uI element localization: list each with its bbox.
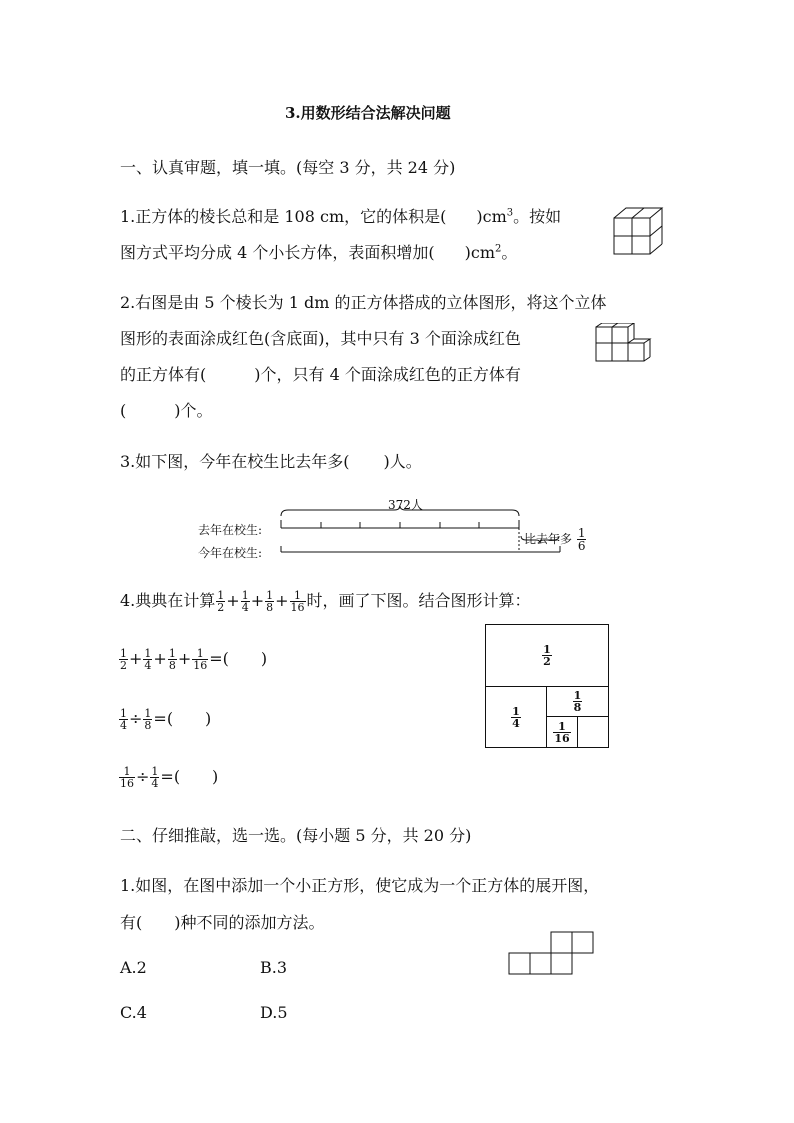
section1-heading: 一、认真审题，填一填。(每空 3 分，共 24 分) (120, 158, 456, 177)
s2q1-line1: 1.如图，在图中添加一个小正方形，使它成为一个正方体的展开图， (120, 876, 600, 895)
q4-equation-1: $\frac{1}{2}$ + $\frac{1}{4}$ + $\frac{1}{8}$ + $\frac{1}{16}$ =( ) (120, 647, 268, 672)
section2-heading: 二、仔细推敲，选一选。(每小题 5 分，共 20 分) (120, 826, 472, 845)
s2q1-line2: 有( )种不同的添加方法。 (120, 913, 325, 932)
q2-line3: 的正方体有( )个，只有 4 个面涂成红色的正方体有 (120, 365, 521, 384)
option-c[interactable]: C.4 (120, 1003, 147, 1022)
cube-split-figure (612, 204, 664, 256)
q4-equation-2: $\frac{1}{4}$ ÷ $\frac{1}{8}$ =( ) (120, 707, 212, 732)
q4-equation-3: $\frac{1}{16}$ ÷ $\frac{1}{4}$ =( ) (120, 765, 219, 790)
q3-this-year-label: 今年在校生: (198, 546, 263, 560)
q3-fraction: $\frac{1}{6}$ (577, 526, 586, 553)
option-b[interactable]: B.3 (260, 958, 288, 977)
square-sixteenth: $\frac{1}{16}$ (547, 717, 578, 747)
cube-net-figure (508, 930, 598, 976)
fraction-square-figure (485, 624, 609, 748)
page-title: 3.用数形结合法解决问题 (285, 104, 451, 122)
q1-line2: 图方式平均分成 4 个小长方体，表面积增加( )$cm^2$。 (120, 243, 518, 262)
q2-line1: 2.右图是由 5 个棱长为 1 dm 的正方体搭成的立体图形，将这个立体 (120, 293, 607, 312)
stacked-cubes-figure (594, 323, 656, 365)
q2-line2: 图形的表面涂成红色(含底面)，其中只有 3 个面涂成红色 (120, 329, 521, 348)
q3-total-label: 372人 (388, 498, 423, 512)
q4-text: 4.典典在计算 $\frac{1}{2}$ + $\frac{1}{4}$ + $\frac{1}{8}$ + $\frac{1}{16}$ 时，画了下图。结合图形计算： (120, 589, 531, 614)
option-a[interactable]: A.2 (120, 958, 147, 977)
square-half: $\frac{1}{2}$ (486, 625, 608, 687)
square-quarter: $\frac{1}{4}$ (486, 687, 547, 747)
q3-text: 3.如下图，今年在校生比去年多( )人。 (120, 452, 422, 471)
option-d[interactable]: D.5 (260, 1003, 288, 1022)
q3-last-year-label: 去年在校生: (198, 523, 263, 537)
q3-more-label: 比去年多 $\frac{1}{6}$ (524, 526, 586, 553)
q1-line1: 1.正方体的棱长总和是 108 cm，它的体积是( )$cm^3$。按如 (120, 207, 562, 226)
q2-line4: ( )个。 (120, 401, 213, 420)
square-eighth: $\frac{1}{8}$ (547, 687, 608, 717)
